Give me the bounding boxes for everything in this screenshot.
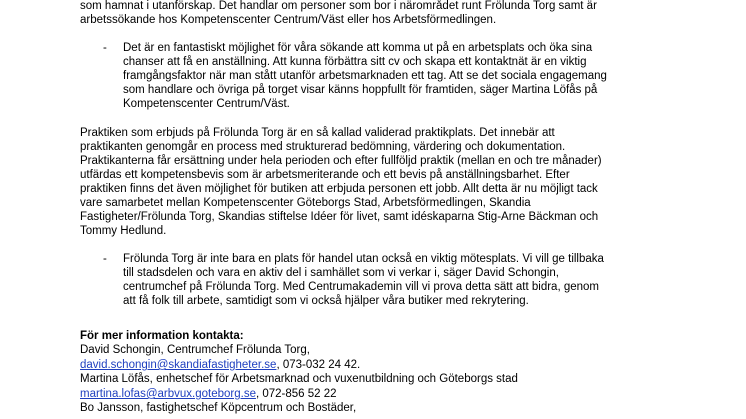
contact2-name: Martina Löfås, enhetschef för Arbetsmarknad och vuxenutbildning och Göteborgs stad (80, 373, 518, 385)
quote1-line-3: framgångsfaktor när man stått utanför arbetsmarknaden ett tag. Att se det sociala engagemang (123, 70, 607, 82)
para2-line-3: Praktikanterna får ersättning under hela perioden och efter fullföljd praktik (mellan en och tre månader) (80, 155, 602, 167)
quote2-line-3: centrumchef på Frölunda Torg. Med Centrumakademin vill vi prova detta sätt att bidra, genom (123, 281, 599, 293)
contact2-line (80, 387, 337, 401)
contact1-email-link[interactable]: david.schongin@skandiafastigheter.se (80, 359, 277, 371)
quote2-line-4: att få folk till arbete, samtidigt som vi också hjälper våra butiker med rekrytering. (123, 295, 529, 307)
quote1-line-4: som handlare och övriga på torget visar känns hoppfullt för framtiden, säger Martina Löfås på (123, 84, 598, 96)
quote1-line-1: Det är en fantastiskt möjlighet för våra sökande att komma ut på en arbetsplats och öka sina (123, 42, 593, 54)
quote1-line-2: chanser att få en anställning. Att kunna förbättra sitt cv och skapa ett kontaktnät är en viktig (123, 56, 587, 68)
contact1-phone: , 073-032 24 42. (276, 359, 361, 371)
quote2-line-1: Frölunda Torg är inte bara en plats för handel utan också en viktig mötesplats. Vi vill ge tillbaka (123, 253, 604, 265)
para2-line-7: Fastigheter/Frölunda Torg, Skandias stiftelse Idéer för livet, samt idéskaparna Stig-Arne Bäckman och (80, 211, 599, 223)
para2-line-8: Tommy Hedlund. (80, 225, 167, 237)
quote2-dash: - (103, 253, 107, 265)
para2-line-5: praktiken finns det även möjlighet för butiken att erbjuda personen ett jobb. Allt detta är nu möjligt tack (80, 183, 598, 195)
para2-line-1: Praktiken som erbjuds på Frölunda Torg är en så kallad validerad praktikplats. Det innebär att (80, 127, 555, 139)
para2-line-2: praktikanten genomgår en process med strukturerad bedömning, värdering och dokumentation. (80, 141, 566, 153)
contact2-phone: , 072-856 52 22 (255, 388, 337, 400)
para2-line-6: vare samarbetet mellan Kompetenscenter Göteborgs Stad, Arbetsförmedlingen, Skandia (80, 197, 531, 209)
contact3-name: Bo Jansson, fastighetschef Köpcentrum och Bostäder, (80, 402, 357, 414)
contact1-name: David Schongin, Centrumchef Frölunda Torg, (80, 344, 310, 356)
intro-line-1: som hamnat i utanförskap. Det handlar om personer som bor i närområdet runt Frölunda Torg samt är (80, 0, 597, 12)
para2-line-4: utfärdas ett kompetensbevis som är arbetsmeriterande och ett bevis på anställningsbarhet. Efter (80, 169, 570, 181)
quote1-dash: - (103, 42, 107, 54)
intro-line-2: arbetssökande hos Kompetenscenter Centrum/Väst eller hos Arbetsförmedlingen. (80, 14, 497, 26)
contact-heading: För mer information kontakta: (80, 330, 244, 342)
quote2-line-2: till stadsdelen och vara en aktiv del i samhället som vi verkar i, säger David Schongin, (123, 267, 559, 279)
contact1-line (80, 358, 360, 372)
quote1-line-5: Kompetenscenter Centrum/Väst. (123, 98, 290, 110)
contact2-email-link[interactable]: martina.lofas@arbvux.goteborg.se (80, 388, 256, 400)
